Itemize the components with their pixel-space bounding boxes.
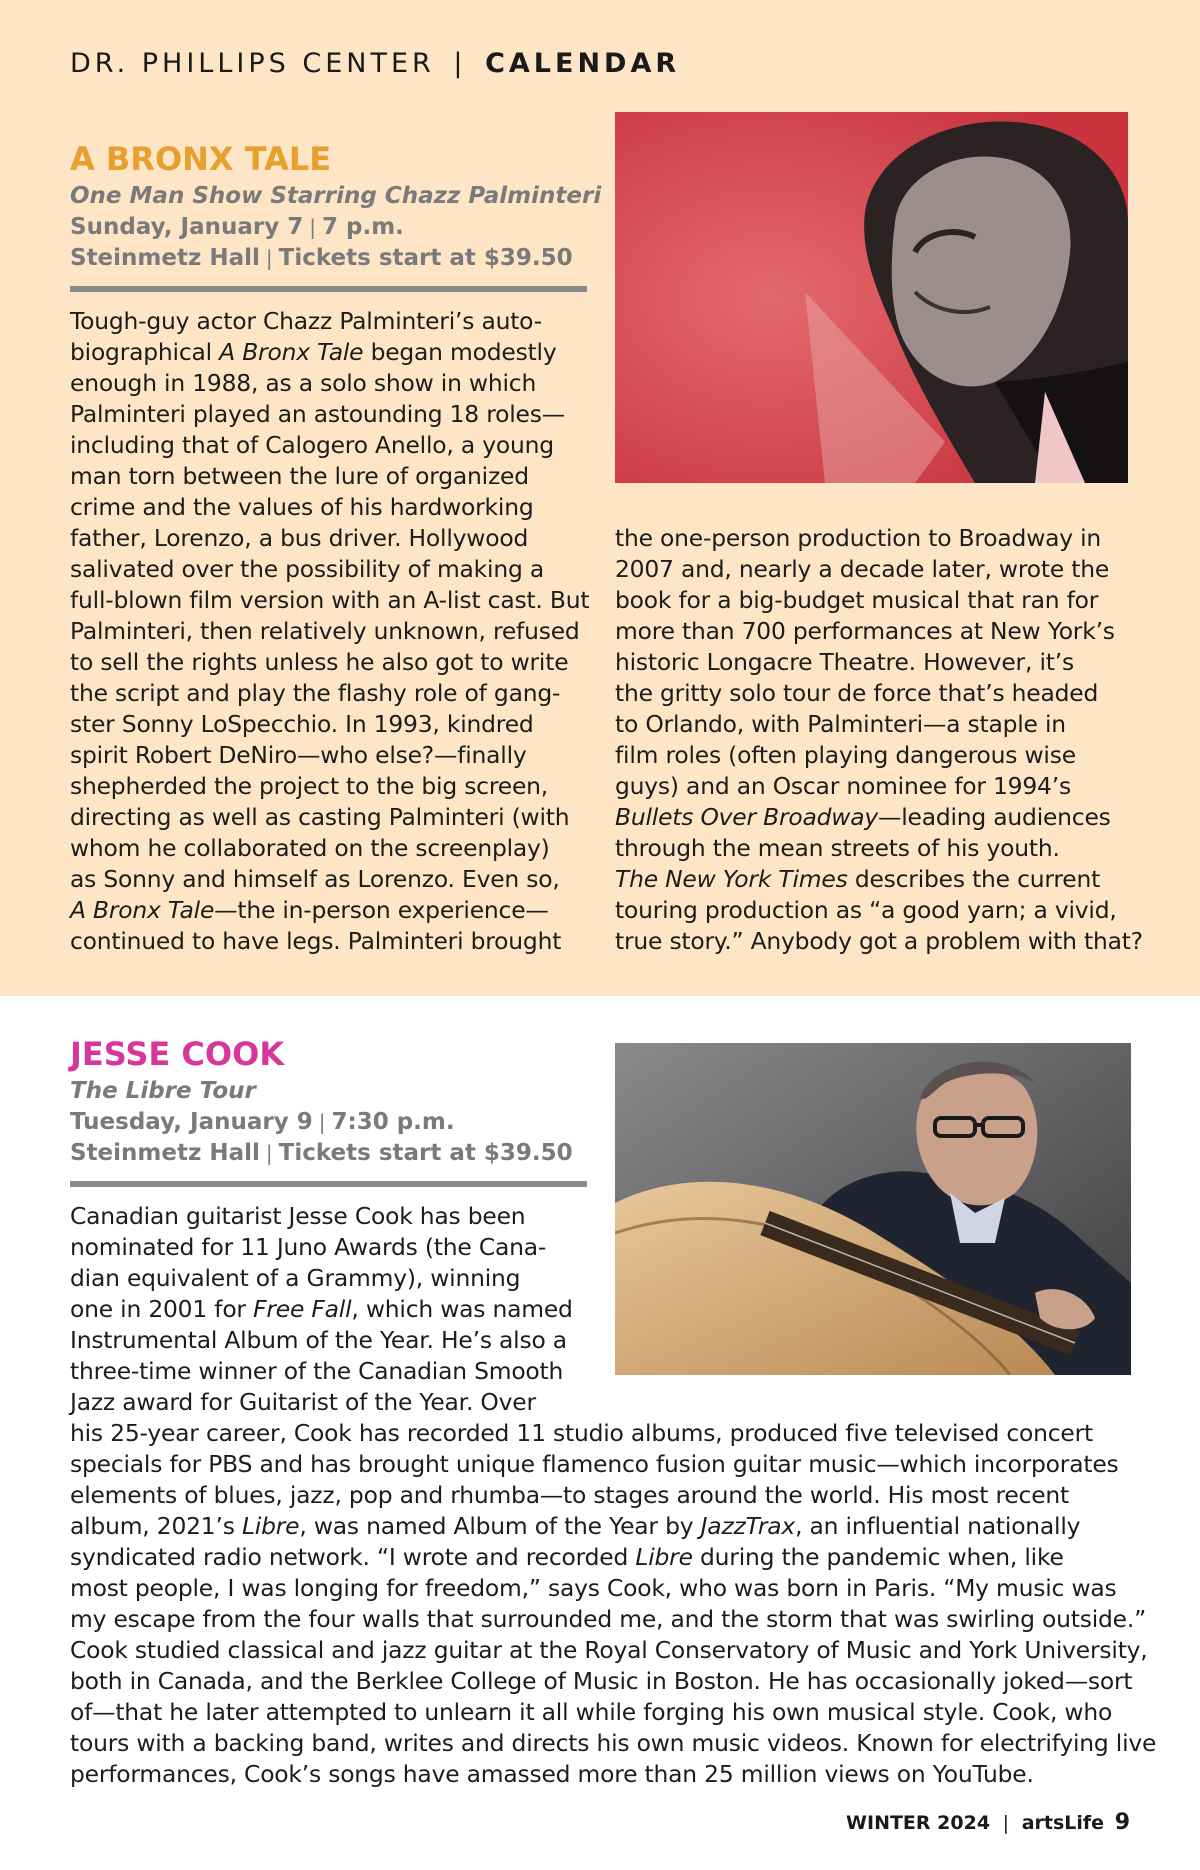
body-line: elements of blues, jazz, pop and rhumba—to stages around the world. His most recent [70,1481,1070,1509]
body-line: directing as well as casting Palminteri (with [70,803,570,831]
body-line: Instrumental Album of the Year. He’s also a [70,1326,567,1354]
body-line: Palminteri played an astounding 18 roles— [70,400,565,428]
body-line: album, 2021’s Libre, was named Album of the Year by JazzTrax, an influential nationally [70,1512,1081,1540]
body-line: biographical A Bronx Tale began modestly [70,338,557,366]
body-line: Palminteri, then relatively unknown, refused [70,617,580,645]
header-section: CALENDAR [485,48,681,79]
body-line: A Bronx Tale—the in-person experience— [70,896,549,924]
body-line: continued to have legs. Palminteri brought [70,927,562,955]
jesse-cook-date-time: Tuesday, January 9 | 7:30 p.m. [70,1109,455,1135]
body-line: Cook studied classical and jazz guitar at the Royal Conservatory of Music and York University, [70,1636,1148,1664]
bronx-tale-subtitle: One Man Show Starring Chazz Palminteri [70,183,602,209]
body-line: 2007 and, nearly a decade later, wrote the [615,555,1110,583]
body-line: three-time winner of the Canadian Smooth [70,1357,564,1385]
body-line: full-blown film version with an A-list cast. But [70,586,590,614]
bronx-tale-body-right [615,523,1143,957]
jesse-cook-venue-tickets: Steinmetz Hall | Tickets start at $39.50 [70,1140,573,1166]
body-line: touring production as “a good yarn; a vivid, [615,896,1117,924]
body-line: true story.” Anybody got a problem with that? [615,927,1143,955]
body-line: crime and the values of his hardworking [70,493,534,521]
body-line: through the mean streets of his youth. [615,834,1060,862]
body-line: film roles (often playing dangerous wise [615,741,1076,769]
body-line: as Sonny and himself as Lorenzo. Even so, [70,865,560,893]
header-venue: DR. PHILLIPS CENTER [70,48,435,79]
body-line: Jazz award for Guitarist of the Year. Over [70,1388,536,1416]
body-line: one in 2001 for Free Fall, which was named [70,1295,573,1323]
header-separator: | [453,48,467,79]
jesse-cook-subtitle: The Libre Tour [70,1078,256,1104]
bronx-tale-title: A BRONX TALE [70,140,332,178]
jesse-cook-title: JESSE COOK [70,1035,285,1073]
body-line: whom he collaborated on the screenplay) [70,834,550,862]
body-line: father, Lorenzo, a bus driver. Hollywood [70,524,529,552]
body-line: spirit Robert DeNiro—who else?—finally [70,741,527,769]
body-line: Bullets Over Broadway—leading audiences [615,803,1111,831]
body-line: book for a big-budget musical that ran for [615,586,1099,614]
body-line: syndicated radio network. “I wrote and recorded Libre during the pandemic when, like [70,1543,1064,1571]
body-line: both in Canada, and the Berklee College of Music in Boston. He has occasionally joked—sort [70,1667,1133,1695]
page-number: 9 [1114,1810,1130,1835]
footer-magazine: artsLife [1021,1812,1105,1834]
body-line: shepherded the project to the big screen, [70,772,548,800]
body-line: performances, Cook’s songs have amassed more than 25 million views on YouTube. [70,1760,1034,1788]
palminteri-portrait-illustration [615,112,1128,483]
footer-separator: | [1002,1812,1010,1834]
body-line: of—that he later attempted to unlearn it all while forging his own musical style. Cook, who [70,1698,1113,1726]
body-line: The New York Times describes the current [615,865,1101,893]
bronx-tale-venue-tickets: Steinmetz Hall | Tickets start at $39.50 [70,245,573,271]
body-line: enough in 1988, as a solo show in which [70,369,537,397]
body-line: my escape from the four walls that surrounded me, and the storm that was swirling outside.” [70,1605,1146,1633]
body-line: his 25-year career, Cook has recorded 11 studio albums, produced five televised concert [70,1419,1094,1447]
bronx-tale-divider [70,286,587,292]
body-line: to sell the rights unless he also got to write [70,648,569,676]
body-line: salivated over the possibility of making a [70,555,544,583]
body-line: specials for PBS and has brought unique flamenco fusion guitar music—which incorporates [70,1450,1119,1478]
body-line: tours with a backing band, writes and directs his own music videos. Known for electrifying live [70,1729,1157,1757]
body-line: dian equivalent of a Grammy), winning [70,1264,521,1292]
body-line: ster Sonny LoSpecchio. In 1993, kindred [70,710,534,738]
body-line: historic Longacre Theatre. However, it’s [615,648,1074,676]
body-line: man torn between the lure of organized [70,462,529,490]
footer-season: WINTER 2024 [846,1812,991,1834]
page-footer [846,1810,1130,1835]
body-line: most people, I was longing for freedom,” says Cook, who was born in Paris. “My music was [70,1574,1117,1602]
page-header [70,48,680,79]
body-line: the gritty solo tour de force that’s headed [615,679,1099,707]
body-line: guys) and an Oscar nominee for 1994’s [615,772,1071,800]
bronx-tale-date-time: Sunday, January 7 | 7 p.m. [70,214,404,240]
body-line: Tough-guy actor Chazz Palminteri’s auto- [70,307,542,335]
bronx-tale-photo [615,112,1128,483]
body-line: including that of Calogero Anello, a young [70,431,554,459]
body-line: the script and play the flashy role of gang- [70,679,561,707]
body-line: nominated for 11 Juno Awards (the Cana- [70,1233,547,1261]
bronx-tale-body-left [70,306,589,957]
jesse-cook-body [70,1201,1156,1790]
jesse-cook-divider [70,1181,587,1187]
body-line: to Orlando, with Palminteri—a staple in [615,710,1066,738]
body-line: Canadian guitarist Jesse Cook has been [70,1202,526,1230]
body-line: more than 700 performances at New York’s [615,617,1115,645]
body-line: the one-person production to Broadway in [615,524,1102,552]
